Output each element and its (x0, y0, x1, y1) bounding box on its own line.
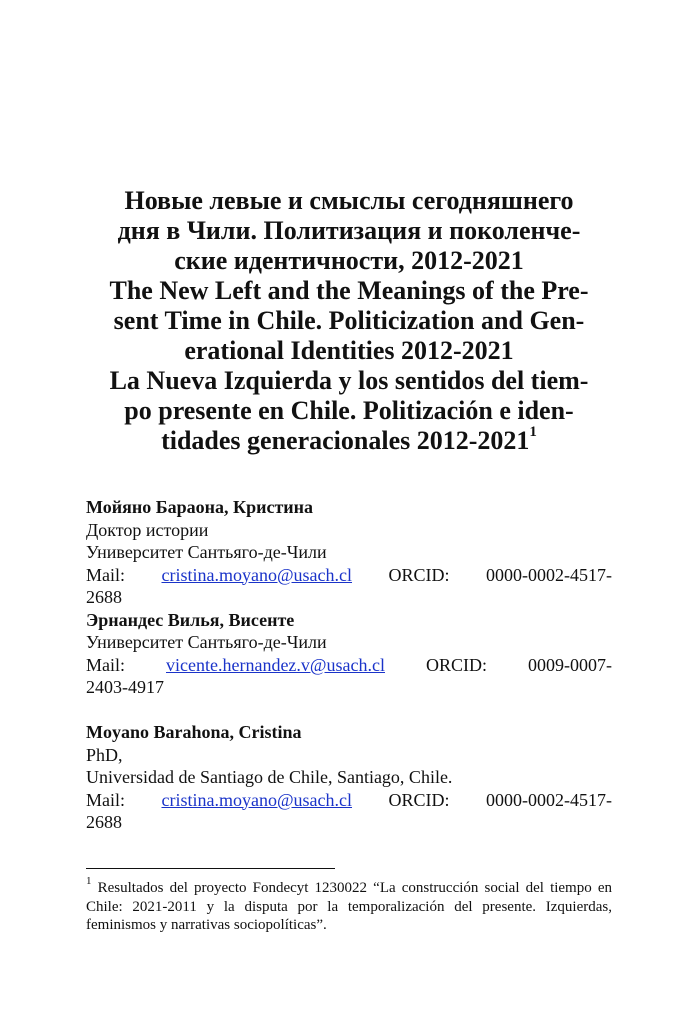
title-line: po presente en Chile. Politización e iden- (124, 396, 574, 425)
title-line: La Nueva Izquierda y los sentidos del tiem- (109, 366, 589, 395)
title-line: tidades generacionales 2012-2021 (161, 426, 530, 455)
orcid-label: ORCID: (425, 654, 487, 675)
orcid-id: 0000-0002-4517- (486, 789, 612, 810)
author-contact (86, 654, 612, 677)
author-affiliation: Университет Сантьяго-де-Чили (86, 542, 327, 562)
email-link[interactable]: cristina.moyano@usach.cl (161, 564, 353, 585)
author-contact (86, 564, 612, 587)
email-link[interactable]: vicente.hernandez.v@usach.cl (166, 654, 385, 675)
footnote (86, 875, 612, 935)
author-degree: PhD, (86, 744, 123, 765)
title-line: erational Identities 2012-2021 (184, 336, 514, 365)
author-name: Мойяно Бараона, Кристина (86, 497, 314, 517)
title-line: sent Time in Chile. Politicization and Gen- (113, 306, 585, 335)
orcid-id: 0009-0007- (528, 654, 612, 675)
blank-line (86, 699, 612, 722)
title-line: The New Left and the Meanings of the Pre- (109, 276, 589, 305)
author-name: Moyano Barahona, Cristina (86, 722, 302, 742)
orcid-id-continued: 2403-4917 (86, 677, 164, 697)
title-line: ские идентичности, 2012-2021 (174, 246, 524, 275)
footnote-divider (86, 868, 335, 869)
orcid-label: ORCID: (388, 789, 450, 810)
footnote-text: Resultados del proyecto Fondecyt 1230022 “La construcción social del tiempo en Chile: 2021-2011 y la disputa por la temporalización del presente. Izquierdas, feminismos y narrativas sociopolíticas”. (86, 880, 612, 933)
mail-label: Mail: (86, 654, 125, 675)
mail-label: Mail: (86, 564, 125, 585)
footnote-marker[interactable]: 1 (529, 424, 537, 441)
title-line: дня в Чили. Политизация и поколенче- (117, 216, 581, 245)
title-line-last (86, 426, 612, 456)
orcid-id-continued: 2688 (86, 587, 122, 607)
orcid-label: ORCID: (388, 564, 450, 585)
author-contact (86, 789, 612, 812)
article-title (86, 186, 612, 456)
author-affiliation: Universidad de Santiago de Chile, Santiago, Chile. (86, 767, 453, 787)
title-line: Новые левые и смыслы сегодняшнего (124, 186, 574, 215)
author-name: Эрнандес Вилья, Висенте (86, 609, 295, 630)
orcid-id-continued: 2688 (86, 812, 122, 832)
author-block (86, 496, 612, 834)
email-link[interactable]: cristina.moyano@usach.cl (161, 789, 353, 810)
author-degree: Доктор истории (86, 519, 209, 540)
mail-label: Mail: (86, 789, 125, 810)
footnote-number: 1 (86, 875, 92, 887)
author-affiliation: Университет Сантьяго-де-Чили (86, 632, 327, 652)
orcid-id: 0000-0002-4517- (486, 564, 612, 585)
